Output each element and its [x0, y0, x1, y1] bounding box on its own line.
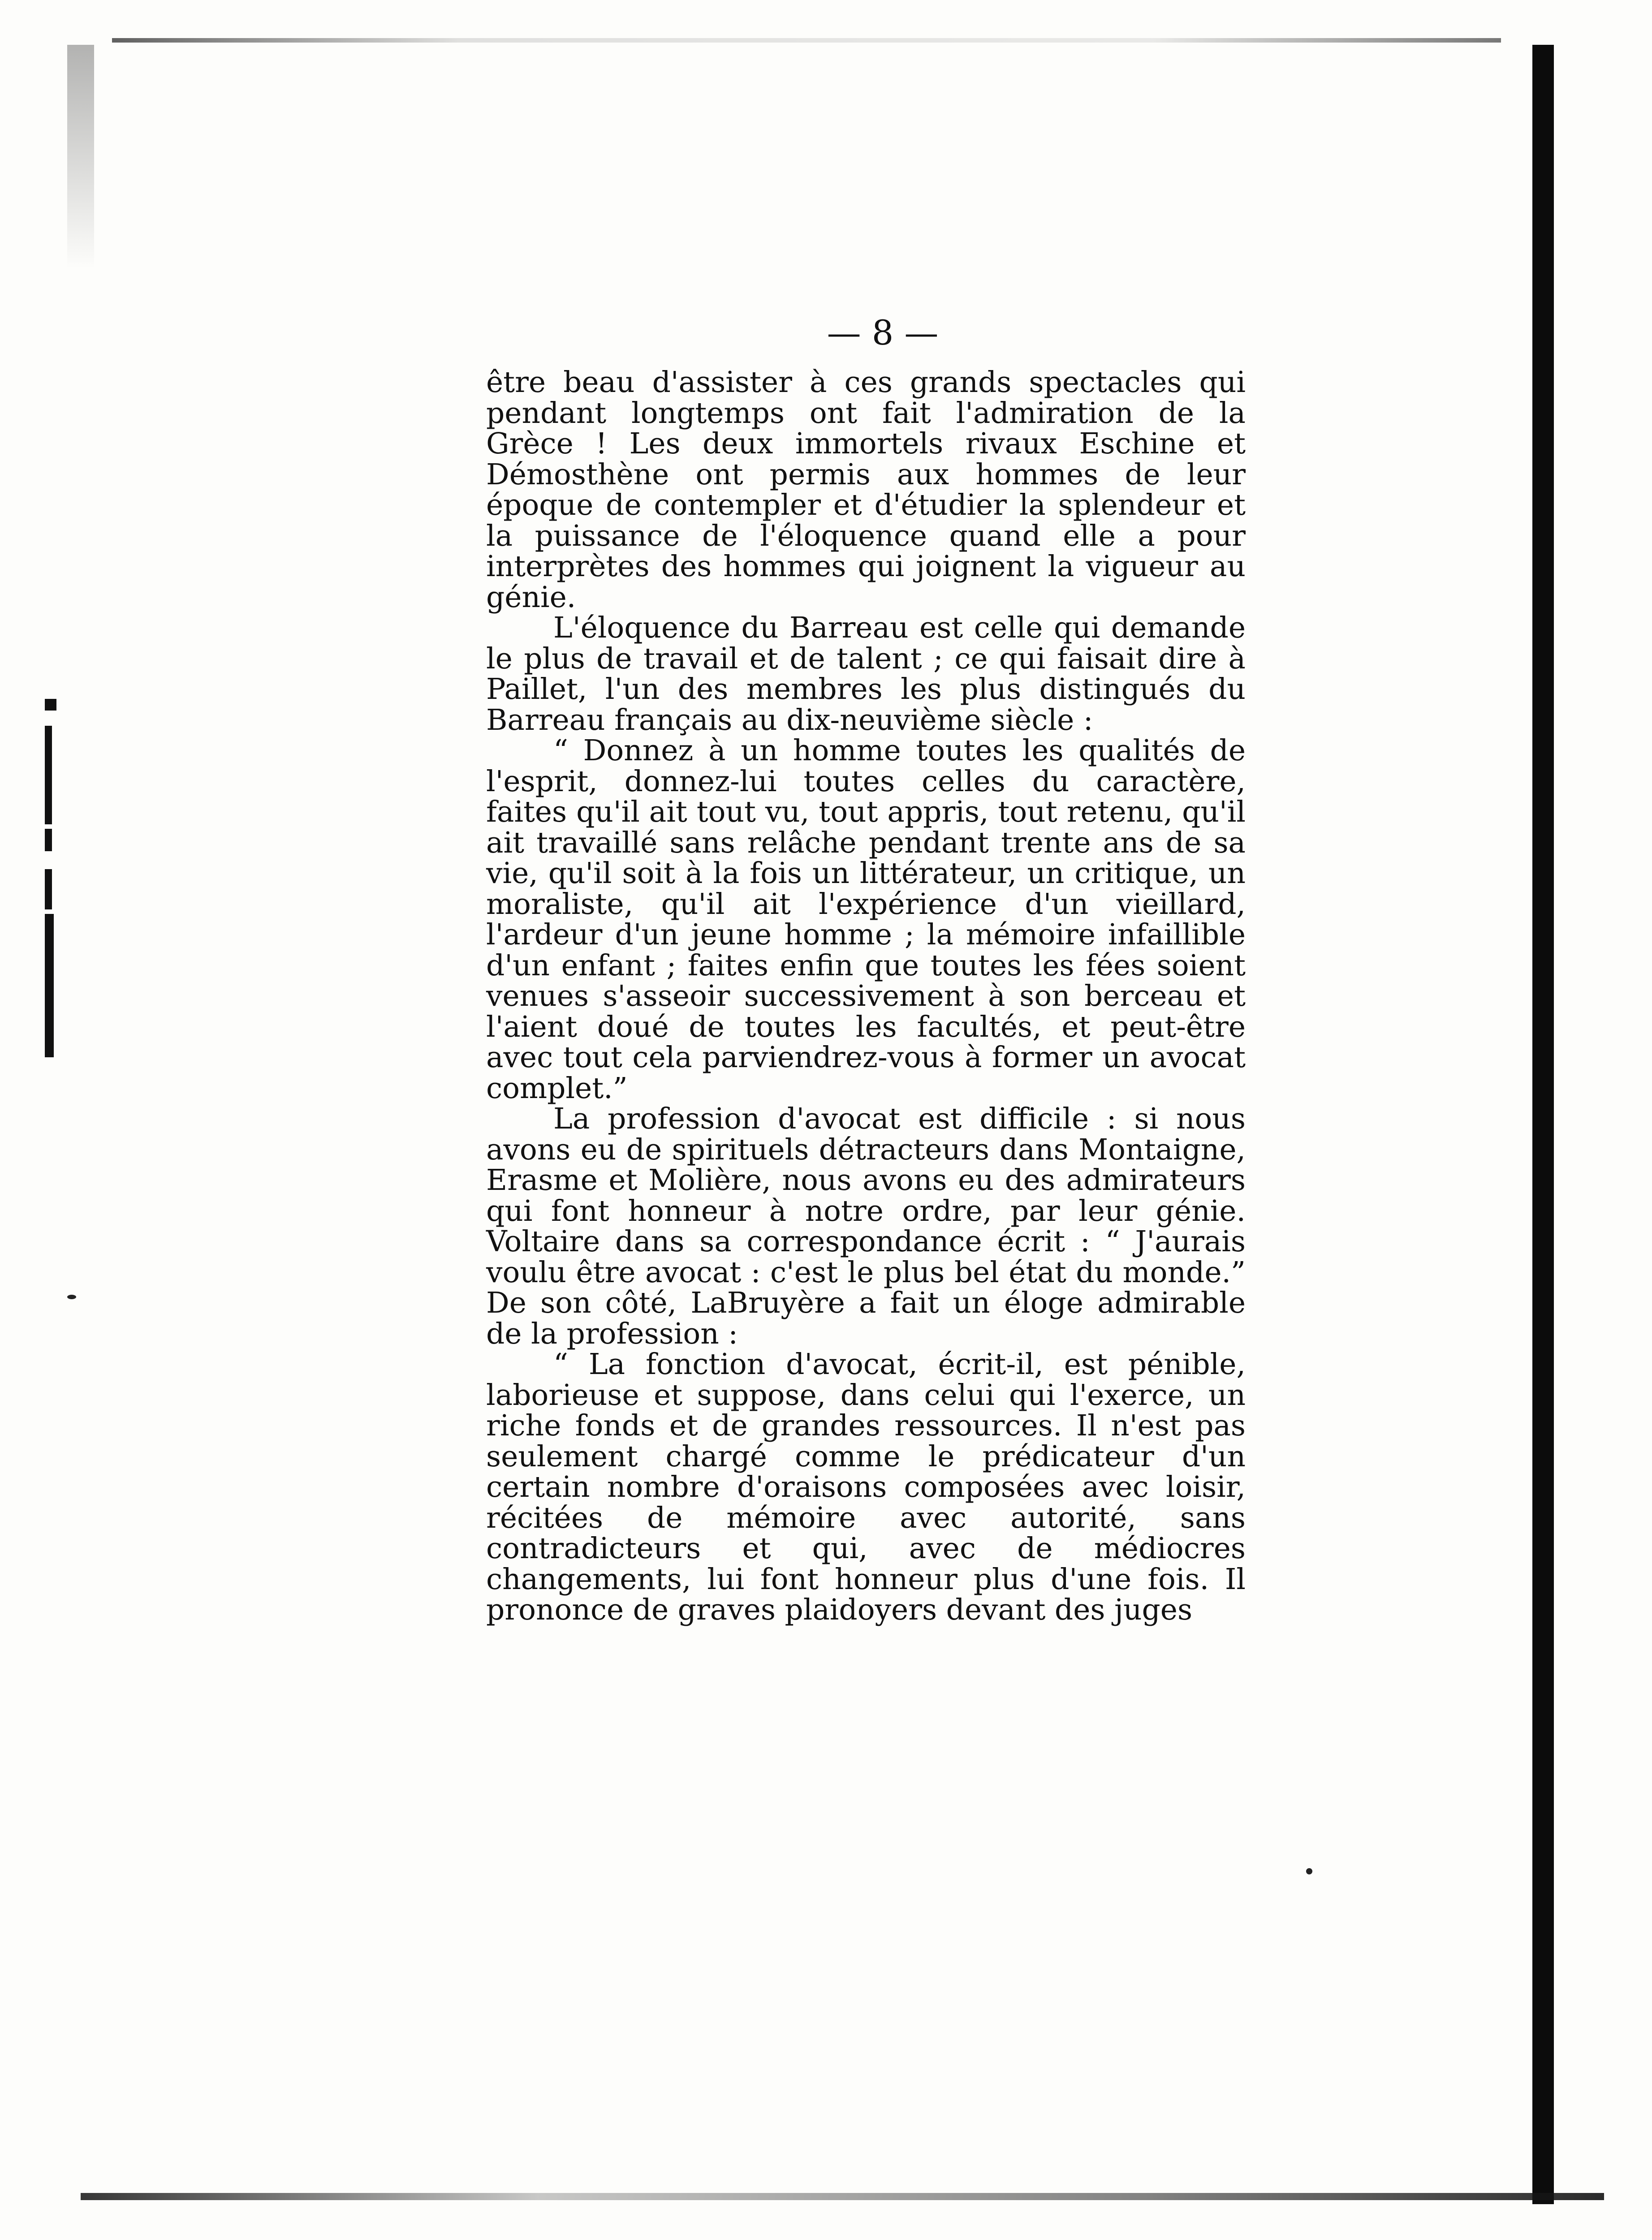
scan-edge-right — [1532, 45, 1554, 2204]
scan-speck — [67, 1295, 76, 1299]
paragraph: La profession d'avocat est difficile : si nous avons eu de spirituels détracteurs dans Montaigne, Erasme et Molière, nous avons eu des admirateurs qui font honneur à notre ordre, par leur génie. Voltaire dans sa correspondance écrit : “ J'aurais voulu être avocat : c'est le plus bel état du monde.” De son côté, LaBruyère a fait un éloge admirable de la profession : — [486, 1102, 1246, 1351]
paragraph: “ La fonction d'avocat, écrit-il, est pénible, laborieuse et suppose, dans celui qui l'exerce, un riche fonds et de grandes ressources. Il n'est pas seulement chargé comme le prédicateur d'un certain nombre d'oraisons composées avec loisir, récitées de mémoire avec autorité, sans contradicteurs et qui, avec de médiocres changements, lui font honneur plus d'une fois. Il prononce de graves plaidoyers devant des juges — [486, 1348, 1246, 1627]
binding-mark — [45, 914, 54, 1057]
scan-edge-top — [112, 38, 1501, 43]
paragraph: être beau d'assister à ces grands spectacles qui pendant longtemps ont fait l'admiration de la Grèce ! Les deux immortels rivaux Eschine et Démosthène ont permis aux hommes de leur époque de contempler et d'étudier la splendeur et la puissance de l'éloquence quand elle a pour interprètes des hommes qui joignent la vigueur au génie. — [486, 366, 1246, 614]
binding-mark — [45, 829, 52, 851]
scan-edge-left — [67, 45, 94, 269]
body-text — [486, 367, 1246, 1626]
binding-mark — [45, 699, 56, 711]
page-number: — 8 — — [827, 313, 939, 353]
scan-edge-bottom — [81, 2193, 1604, 2200]
binding-mark — [45, 869, 52, 909]
paragraph: “ Donnez à un homme toutes les qualités de l'esprit, donnez-lui toutes celles du caractère, faites qu'il ait tout vu, tout appris, tout retenu, qu'il ait travaillé sans relâche pendant trente ans de sa vie, qu'il soit à la fois un littérateur, un critique, un moraliste, qu'il ait l'expérience d'un vieillard, l'ardeur d'un jeune homme ; la mémoire infaillible d'un enfant ; faites enfin que toutes les fées soient venues s'asseoir successivement à son berceau et l'aient doué de toutes les facultés, et peut-être avec tout cela parviendrez-vous à former un avocat complet.” — [486, 734, 1246, 1105]
paragraph: L'éloquence du Barreau est celle qui demande le plus de travail et de talent ; ce qui faisait dire à Paillet, l'un des membres les plus distingués du Barreau français au dix-neuvième siècle : — [486, 611, 1246, 737]
scan-speck — [1306, 1868, 1312, 1874]
binding-mark — [45, 726, 52, 824]
